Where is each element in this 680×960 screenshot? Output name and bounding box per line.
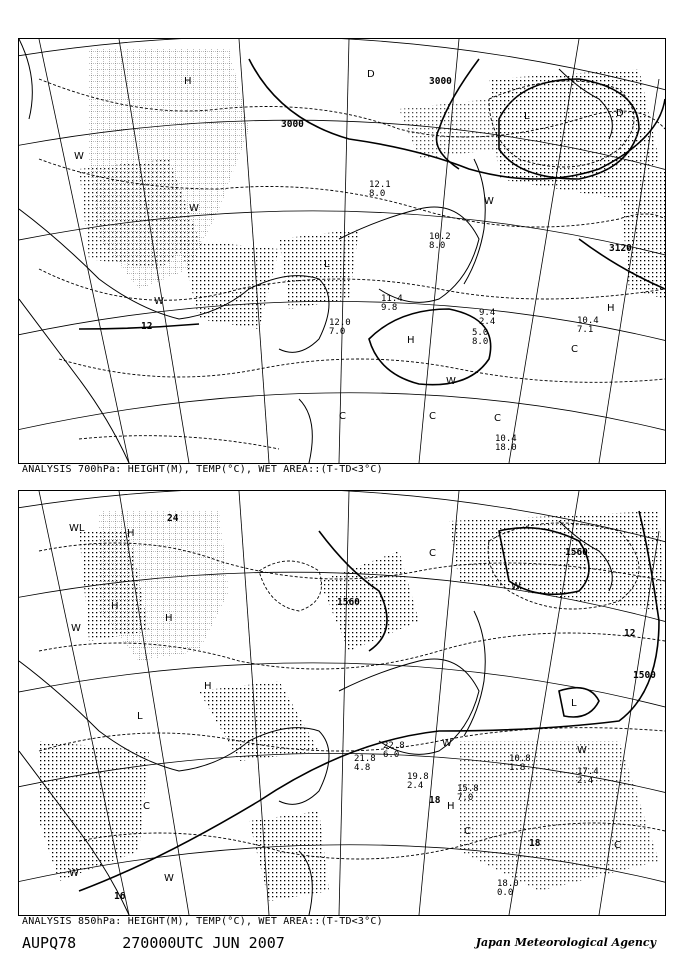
system-symbol: C — [339, 411, 346, 422]
contour-label: 3120 — [609, 243, 632, 254]
system-symbol: W — [484, 196, 494, 207]
station-value: 10.2 8.0 — [429, 232, 451, 251]
system-symbol: C — [429, 548, 436, 559]
system-symbol: L — [571, 698, 577, 709]
contour-label: 16 — [114, 891, 126, 902]
system-symbol: L — [524, 111, 530, 122]
station-value: 11.4 9.8 — [381, 294, 403, 313]
system-symbol: W — [511, 581, 521, 592]
valid-time: 270000UTC JUN 2007 — [122, 934, 285, 952]
system-symbol: W — [154, 296, 164, 307]
station-plots — [329, 180, 599, 453]
system-symbol: H — [111, 601, 119, 612]
contour-label: 3000 — [281, 119, 304, 130]
system-symbol: H — [184, 76, 192, 87]
system-symbol: C — [571, 344, 578, 355]
station-value: 9.4 2.4 — [479, 308, 496, 327]
station-value: 10.4 7.1 — [577, 316, 599, 335]
system-symbol: D — [367, 69, 375, 80]
system-symbol: L — [137, 711, 143, 722]
map-700hpa-canvas — [19, 39, 665, 463]
system-symbol: H — [407, 335, 415, 346]
map-700hpa — [18, 38, 666, 464]
station-value: 12.1 8.0 — [369, 180, 391, 199]
system-symbol: W — [189, 203, 199, 214]
system-symbol: C — [143, 801, 150, 812]
system-symbol: H — [607, 303, 615, 314]
caption-700hpa: ANALYSIS 700hPa: HEIGHT(M), TEMP(°C), WET AREA::(T-TD<3°C) — [22, 464, 383, 475]
system-symbol: W — [71, 623, 81, 634]
station-value: 17.4 2.4 — [577, 767, 599, 786]
system-symbol: H — [204, 681, 212, 692]
contour-label: 24 — [167, 513, 179, 524]
station-value: 22.8 6.0 — [383, 741, 405, 760]
station-value: 12.0 7.0 — [329, 318, 351, 337]
system-symbol: W — [164, 873, 174, 884]
system-symbol: W — [442, 738, 452, 749]
system-symbol: W — [446, 376, 456, 387]
station-value: 19.8 2.4 — [407, 772, 429, 791]
system-symbol: W — [69, 868, 79, 879]
station-value: 10.8 1.8 — [509, 754, 531, 773]
contour-label: 1560 — [565, 547, 588, 558]
system-symbol: L — [324, 259, 330, 270]
product-code: AUPQ78 — [22, 934, 77, 952]
chart-identifier — [22, 934, 285, 952]
station-value: 10.4 18.0 — [495, 434, 517, 453]
caption-850hpa: ANALYSIS 850hPa: HEIGHT(M), TEMP(°C), WET AREA::(T-TD<3°C) — [22, 916, 383, 927]
system-symbol: H — [165, 613, 173, 624]
system-symbol: H — [127, 528, 135, 539]
station-value: 5.0 8.0 — [472, 328, 489, 347]
contour-label: 1560 — [337, 597, 360, 608]
contour-label: 18 — [529, 838, 541, 849]
contour-label: 18 — [429, 795, 441, 806]
contour-label: 12 — [141, 321, 153, 332]
system-symbol: W — [74, 151, 84, 162]
station-value: 18.0 0.0 — [497, 879, 519, 898]
station-value: 15.8 7.0 — [457, 784, 479, 803]
system-symbol: D — [616, 108, 624, 119]
map-850hpa — [18, 490, 666, 916]
system-symbol: C — [464, 826, 471, 837]
system-symbol: C — [614, 840, 621, 851]
system-symbol: H — [447, 801, 455, 812]
contour-label: 1500 — [633, 670, 656, 681]
station-value: 21.8 4.8 — [354, 754, 376, 773]
contour-label: 3000 — [429, 76, 452, 87]
map-850hpa-canvas — [19, 491, 665, 915]
contour-label: 12 — [624, 628, 636, 639]
system-symbol: C — [494, 413, 501, 424]
system-symbol: C — [429, 411, 436, 422]
system-symbol: W — [577, 745, 587, 756]
agency-name: Japan Meteorological Agency — [475, 936, 656, 949]
system-symbol: WL — [69, 523, 85, 534]
